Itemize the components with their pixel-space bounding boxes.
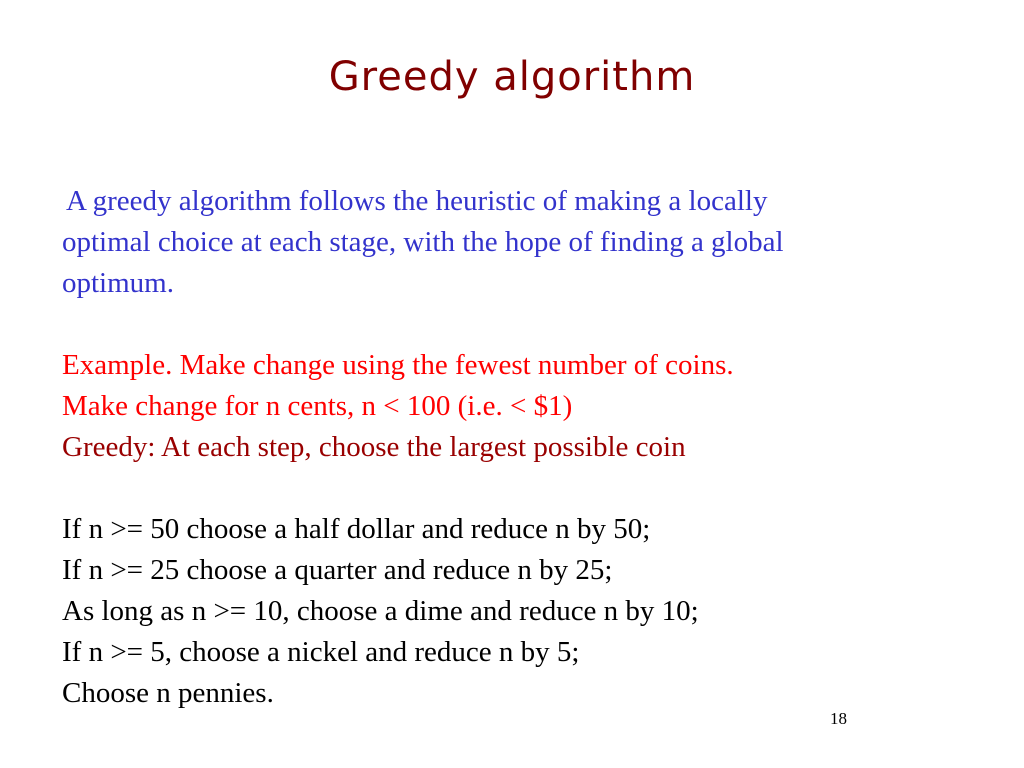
rule-line: Choose n pennies.	[62, 677, 274, 709]
example-line: Example. Make change using the fewest number of coins.	[62, 349, 734, 381]
example-line: Make change for n cents, n < 100 (i.e. < $1)	[62, 390, 573, 422]
definition-line: optimum.	[62, 267, 174, 299]
rule-line: If n >= 50 choose a half dollar and reduce n by 50;	[62, 513, 651, 545]
slide-body	[62, 181, 962, 714]
rule-line: If n >= 25 choose a quarter and reduce n by 25;	[62, 554, 613, 586]
definition-line: optimal choice at each stage, with the hope of finding a global	[62, 226, 784, 258]
spacer	[62, 468, 962, 509]
rule-line: As long as n >= 10, choose a dime and reduce n by 10;	[62, 595, 699, 627]
greedy-line: Greedy: At each step, choose the largest possible coin	[62, 431, 686, 463]
slide-title: Greedy algorithm	[328, 54, 696, 100]
page-number: 18	[830, 709, 847, 728]
definition-line: A greedy algorithm follows the heuristic of making a locally	[66, 185, 768, 217]
rule-line: If n >= 5, choose a nickel and reduce n by 5;	[62, 636, 580, 668]
spacer	[62, 304, 962, 345]
